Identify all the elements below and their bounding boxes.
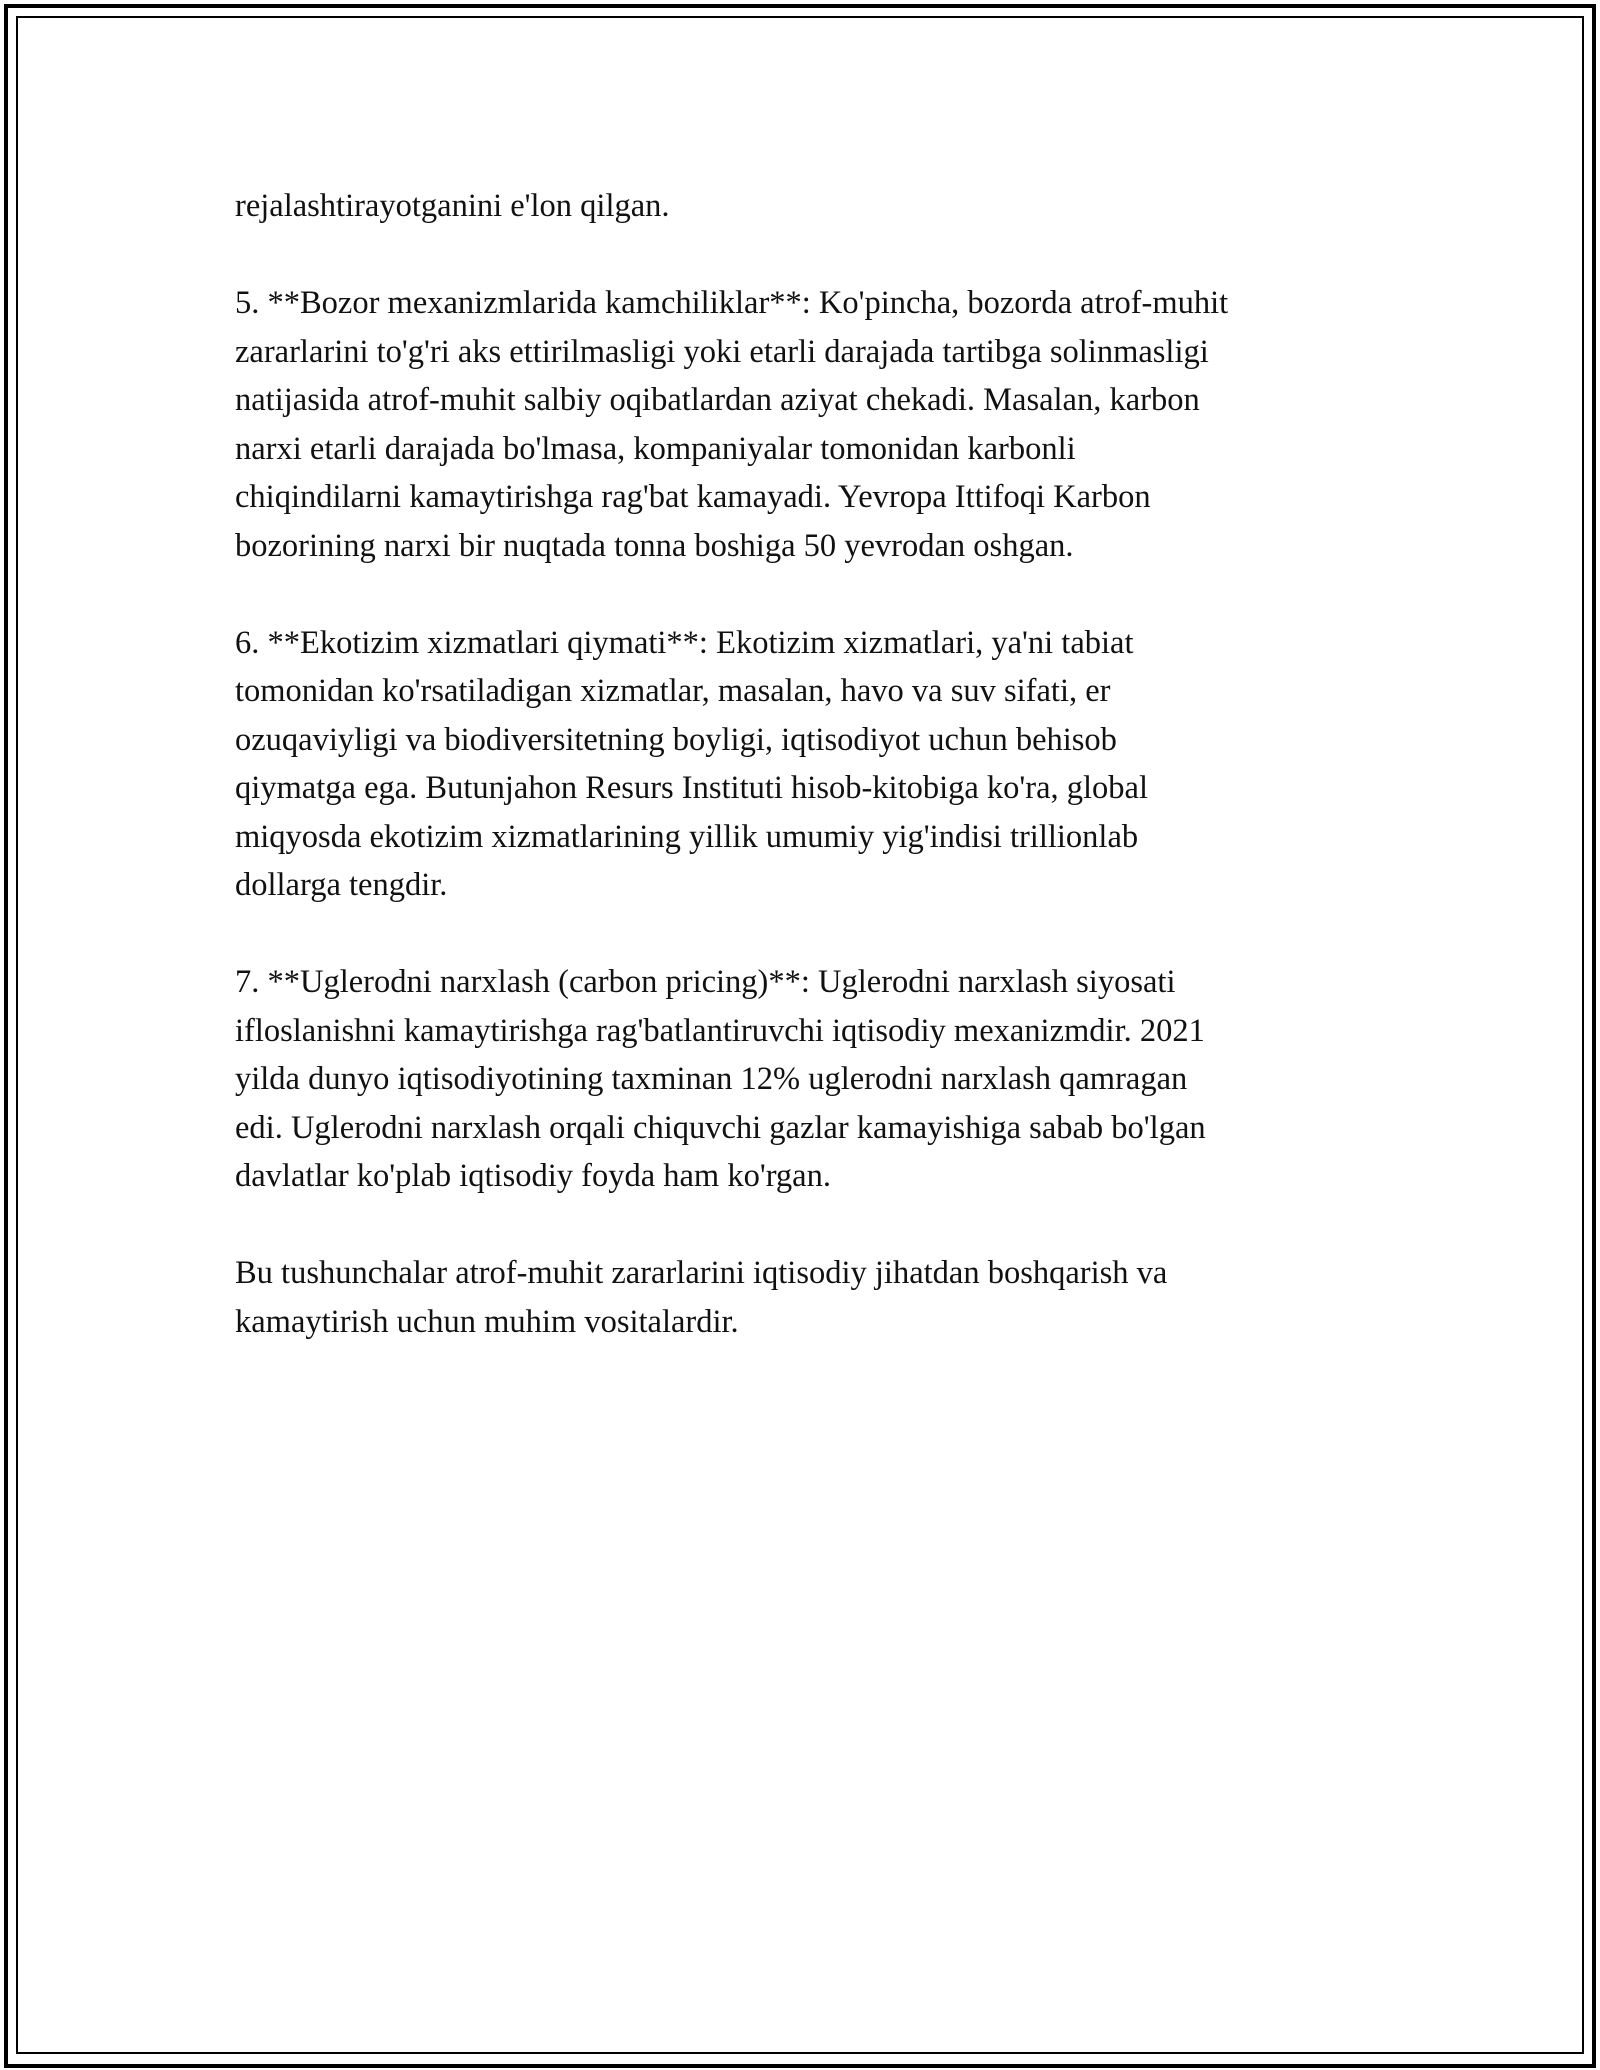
paragraph-conclusion: Bu tushunchalar atrof-muhit zararlarini iqtisodiy jihatdan boshqarish va kamaytirish uchun muhim vositalardir. bbox=[235, 1255, 1168, 1340]
paragraph-continuation: rejalashtirayotganini e'lon qilgan. bbox=[235, 188, 670, 224]
paragraph-item-6: 6. **Ekotizim xizmatlari qiymati**: Ekotizim xizmatlari, ya'ni tabiat tomonidan ko'rsatiladigan xizmatlar, masalan, havo va suv sifati, er ozuqaviyligi va biodiversitetning boyligi, iqtisodiyot uchun behisob qiymatga ega. Butunjahon Resurs Instituti hisob-kitobiga ko'ra, global miqyosda ekotizim xizmatlarining yillik umumiy yig'indisi trillionlab dollarga tengdir. bbox=[235, 624, 1149, 903]
paragraph-item-5: 5. **Bozor mexanizmlarida kamchiliklar**: Ko'pincha, bozorda atrof-muhit zararlarini to'g'ri aks ettirilmasligi yoki etarli darajada tartibga solinmasligi natijasida atrof-muhit salbiy oqibatlardan aziyat chekadi. Masalan, karbon narxi etarli darajada bo'lmasa, kompaniyalar tomonidan karbonli chiqindilarni kamaytirishga rag'bat kamayadi. Yevropa Ittifoqi Karbon bozorining narxi bir nuqtada tonna boshiga 50 yevrodan oshgan. bbox=[235, 285, 1229, 564]
paragraph-item-7: 7. **Uglerodni narxlash (carbon pricing)**: Uglerodni narxlash siyosati ifloslanishni kamaytirishga rag'batlantiruvchi iqtisodiy mexanizmdir. 2021 yilda dunyo iqtisodiyotining taxminan 12% uglerodni narxlash qamragan edi. Uglerodni narxlash orqali chiquvchi gazlar kamayishiga sabab bo'lgan davlatlar ko'plab iqtisodiy foyda ham ko'rgan. bbox=[235, 964, 1206, 1194]
document-body bbox=[235, 182, 1365, 1395]
